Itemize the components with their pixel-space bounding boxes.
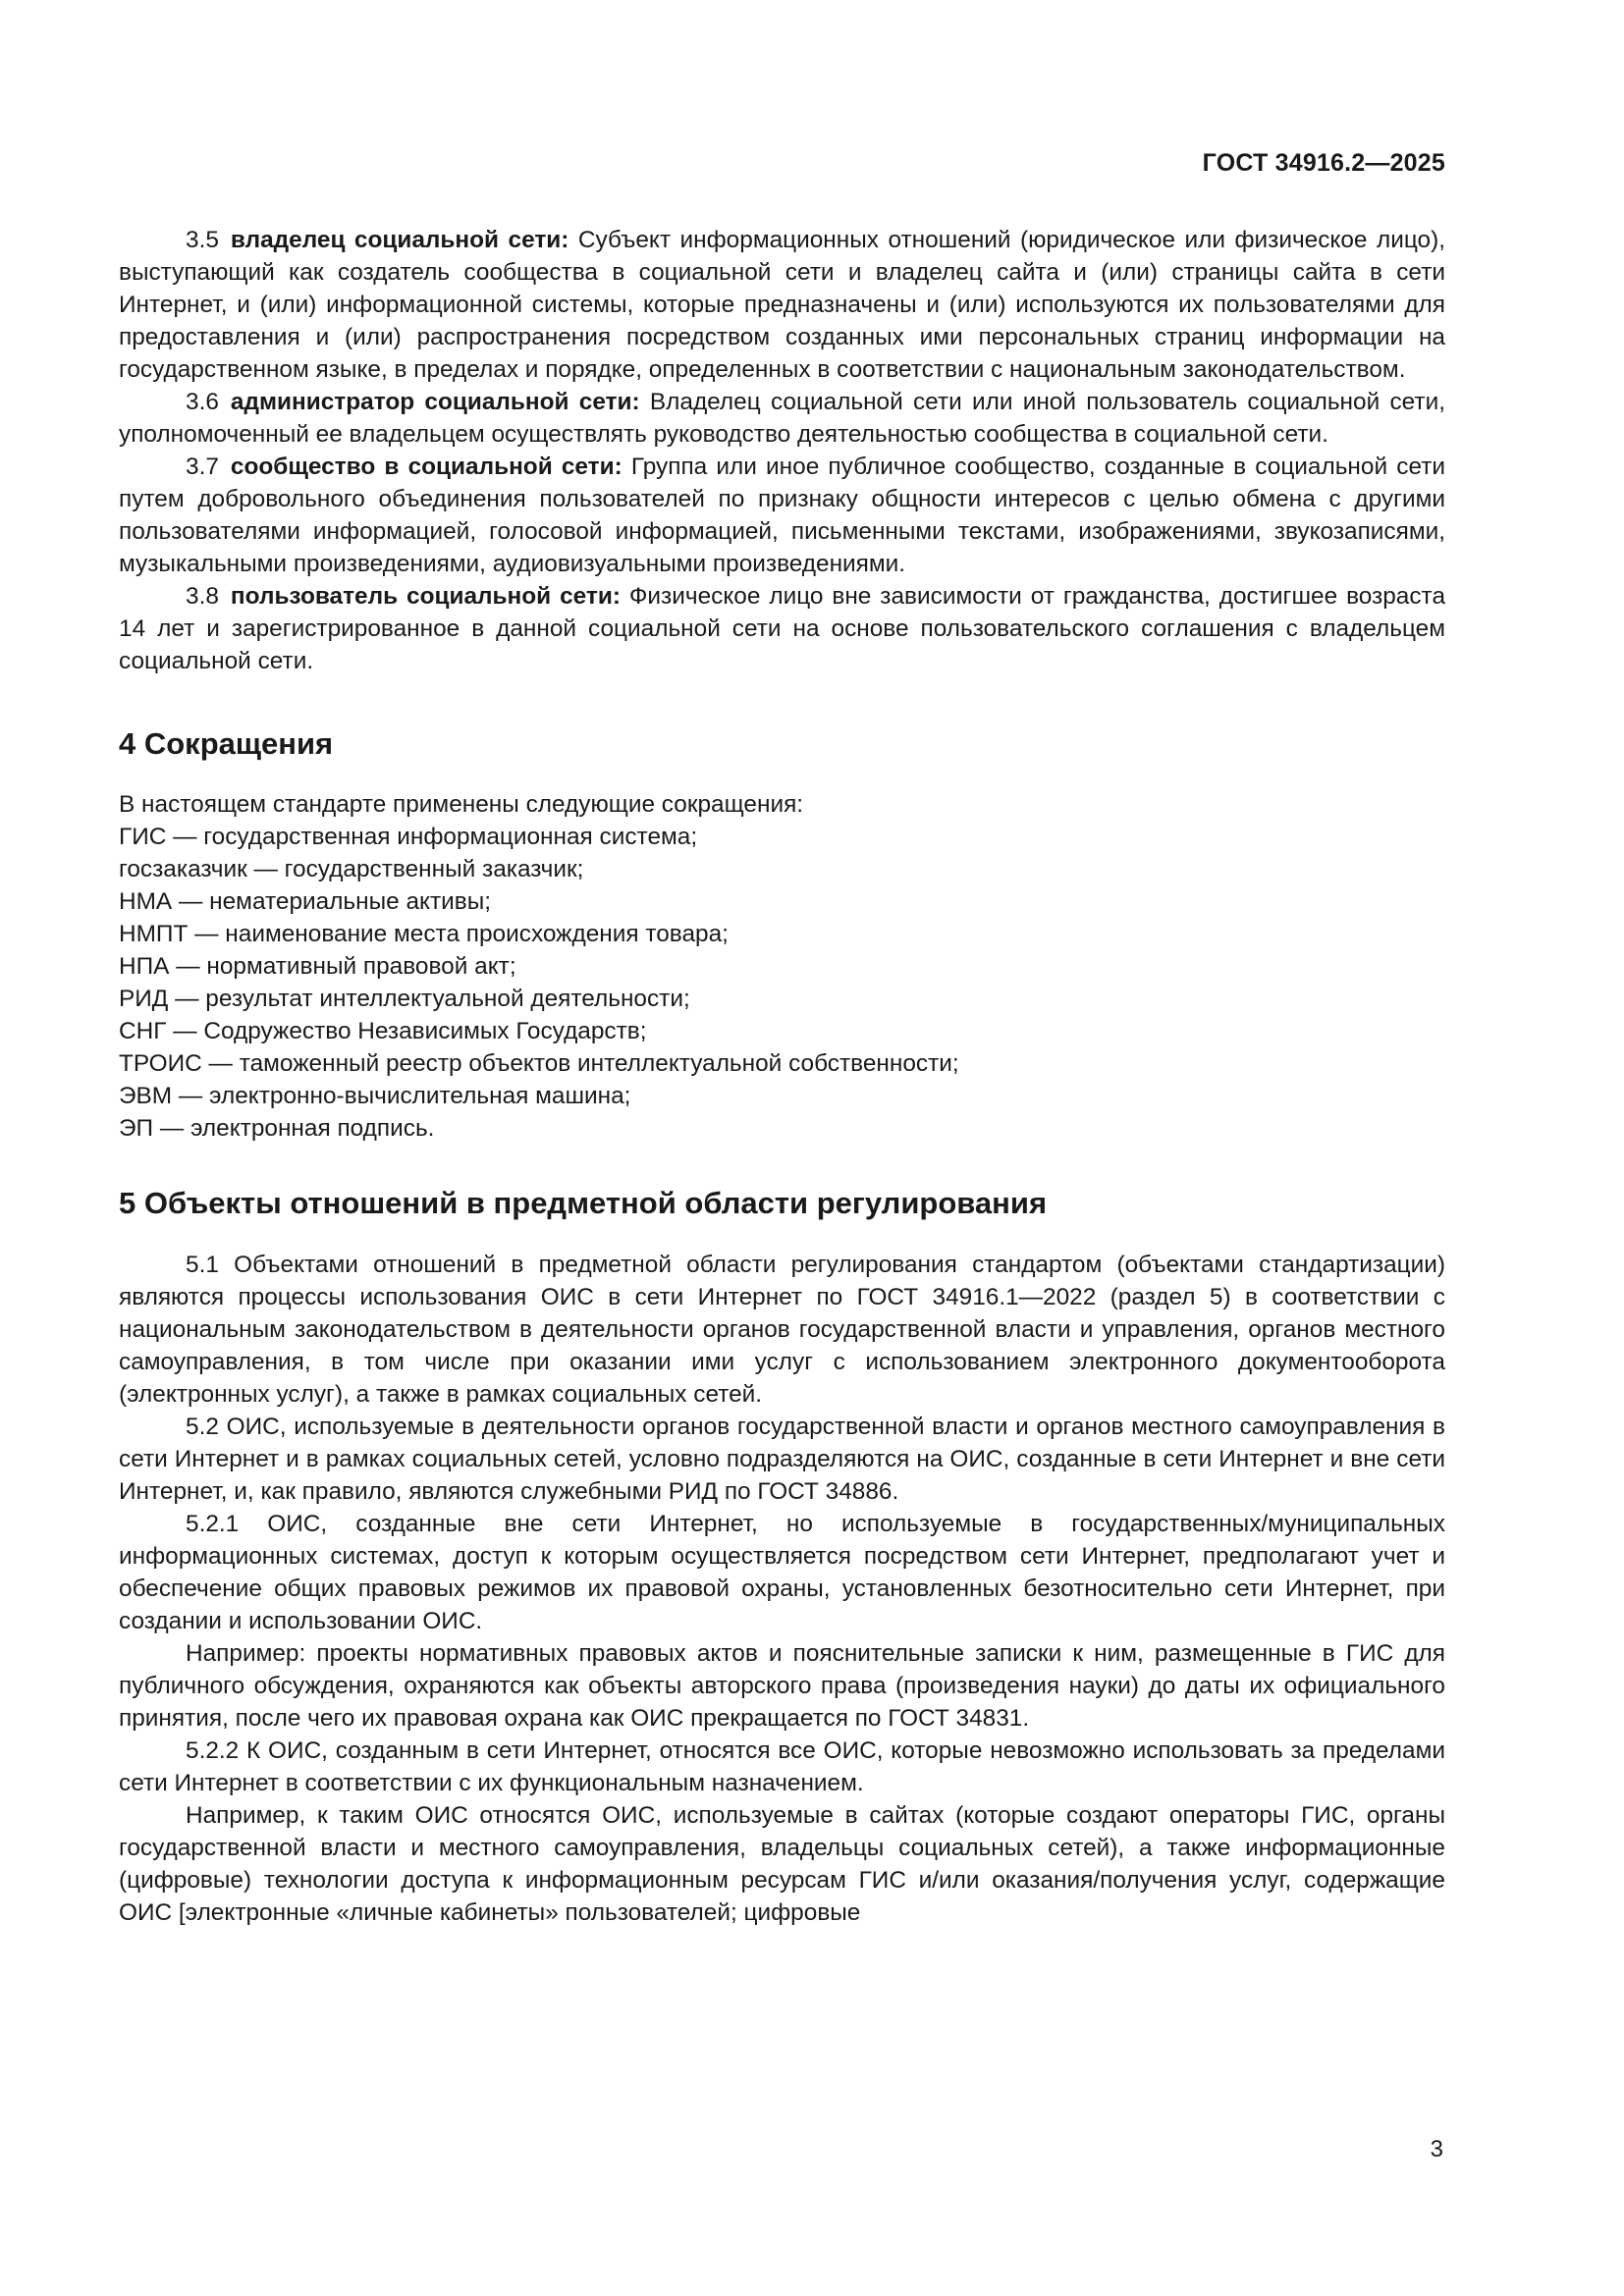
term-definition: Группа или иное публичное сообщество, созданные в социальной сети путем добровольного объединения пользователей по признаку общности интересов с целью обмена с другими пользователями информацией, голосовой информацией, письменными текстами, изображениями, звукозаписями, музыкальными произведениями, аудиовизуальными произведениями.	[119, 454, 1446, 577]
abbreviation-item: ГИС — государственная информационная система;	[119, 824, 698, 850]
abbreviation-item: госзаказчик — государственный заказчик;	[119, 856, 584, 882]
page-number: 3	[1430, 2136, 1443, 2163]
term-definition: Физическое лицо вне зависимости от гражданства, достигшее возраста 14 лет и зарегистрированное в данной социальной сети на основе пользовательского соглашения с владельцем социальной сети.	[119, 583, 1446, 674]
abbreviation-item: НПА — нормативный правовой акт;	[119, 953, 516, 980]
term-name: пользователь социальной сети:	[230, 583, 621, 610]
term-3-8: 3.8 пользователь социальной сети: Физическое лицо вне зависимости от гражданства, достигшее возраста 14 лет и зарегистрированное в данной социальной сети на основе пользовательского соглашения с владельцем социальной сети.	[119, 583, 1446, 674]
term-3-6: 3.6 администратор социальной сети: Владелец социальной сети или иной пользователь социальной сети, уполномоченный ее владельцем осуществлять руководство деятельностью сообщества в социальной сети.	[119, 389, 1445, 448]
abbreviation-item: НМПТ — наименование места происхождения товара;	[119, 921, 729, 947]
clause-5-2: 5.2 ОИС, используемые в деятельности органов государственной власти и органов местного самоуправления в сети Интернет и в рамках социальных сетей, условно подразделяются на ОИС, созданные в сети Интернет и вне сети Интернет, и, как правило, являются служебными РИД по ГОСТ 34886.	[119, 1414, 1445, 1505]
abbreviation-item: НМА — нематериальные активы;	[119, 888, 492, 915]
abbreviation-item: СНГ — Содружество Независимых Государств;	[119, 1018, 647, 1044]
abbreviation-item: ЭП — электронная подпись.	[119, 1115, 435, 1142]
section-5-heading: 5 Объекты отношений в предметной области регулирования	[119, 1186, 1048, 1220]
standard-designation: ГОСТ 34916.2—2025	[1202, 149, 1445, 177]
abbreviation-item: ЭВМ — электронно-вычислительная машина;	[119, 1083, 631, 1109]
term-3-7: 3.7 сообщество в социальной сети: Группа или иное публичное сообщество, созданные в социальной сети путем добровольного объединения пользователей по признаку общности интересов с целью обмена с другими пользователями информацией, голосовой информацией, письменными текстами, изображениями, звукозаписями, музыкальными произведениями, аудиовизуальными произведениями.	[119, 454, 1446, 577]
clause-5-2-1: 5.2.1 ОИС, созданные вне сети Интернет, но используемые в государственных/муниципальных информационных системах, доступ к которым осуществляется посредством сети Интернет, предполагают учет и обеспечение общих правовых режимов их правовой охраны, установленных безотносительно сети Интернет, при создании и использовании ОИС.	[119, 1511, 1445, 1634]
term-name: владелец социальной сети:	[230, 227, 569, 253]
abbreviation-item: ТРОИС — таможенный реестр объектов интеллектуальной собственности;	[119, 1050, 959, 1077]
term-name: сообщество в социальной сети:	[230, 454, 623, 480]
abbreviation-item: РИД — результат интеллектуальной деятельности;	[119, 986, 690, 1012]
term-definition: Субъект информационных отношений (юридическое или физическое лицо), выступающий как создатель сообщества в социальной сети и владелец сайта и (или) страницы сайта в сети Интернет, и (или) информационной системы, которые предназначены и (или) используются их пользователями для предоставления и (или) распространения посредством созданных ими персональных страниц информации на государственном языке, в пределах и порядке, определенных в соответствии с национальным законодательством.	[119, 227, 1445, 383]
clause-5-2-2: 5.2.2 К ОИС, созданным в сети Интернет, относятся все ОИС, которые невозможно использовать за пределами сети Интернет в соответствии с их функциональным назначением.	[119, 1737, 1445, 1796]
example-paragraph: Например, к таким ОИС относятся ОИС, используемые в сайтах (которые создают операторы ГИС, органы государственной власти и местного самоуправления, владельцы социальных сетей), а также информационные (цифровые) технологии доступа к информационным ресурсам ГИС и/или оказания/получения услуг, содержащие ОИС [электронные «личные кабинеты» пользователей; цифровые	[119, 1802, 1445, 1926]
section-4-heading: 4 Сокращения	[119, 726, 334, 761]
clause-5-1: 5.1 Объектами отношений в предметной области регулирования стандартом (объектами стандартизации) являются процессы использования ОИС в сети Интернет по ГОСТ 34916.1—2022 (раздел 5) в соответствии с национальным законодательством в деятельности органов государственной власти и управления, органов местного самоуправления, в том числе при оказании ими услуг с использованием электронного документооборота (электронных услуг), а также в рамках социальных сетей.	[119, 1252, 1445, 1408]
term-definition: Владелец социальной сети или иной пользователь социальной сети, уполномоченный ее владельцем осуществлять руководство деятельностью сообщества в социальной сети.	[119, 389, 1445, 448]
abbreviations-intro: В настоящем стандарте применены следующие сокращения:	[119, 791, 804, 818]
term-name: администратор социальной сети:	[230, 389, 640, 415]
page-content	[119, 224, 1445, 1929]
term-3-5: 3.5 владелец социальной сети: Субъект информационных отношений (юридическое или физическое лицо), выступающий как создатель сообщества в социальной сети и владелец сайта и (или) страницы сайта в сети Интернет, и (или) информационной системы, которые предназначены и (или) используются их пользователями для предоставления и (или) распространения посредством созданных ими персональных страниц информации на государственном языке, в пределах и порядке, определенных в соответствии с национальным законодательством.	[119, 227, 1445, 383]
example-paragraph: Например: проекты нормативных правовых актов и пояснительные записки к ним, размещенные в ГИС для публичного обсуждения, охраняются как объекты авторского права (произведения науки) до даты их официального принятия, после чего их правовая охрана как ОИС прекращается по ГОСТ 34831.	[119, 1640, 1445, 1732]
